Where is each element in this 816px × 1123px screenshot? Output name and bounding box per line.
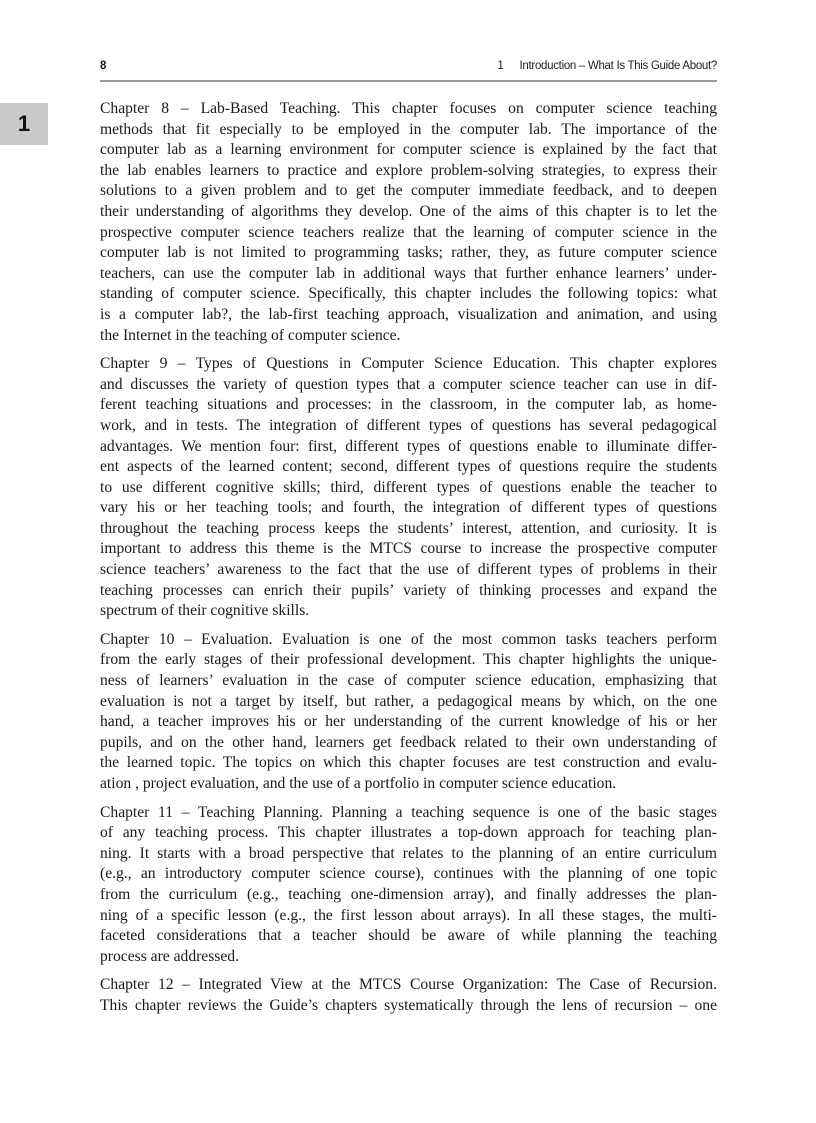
text-line: solutions to a given problem and to get the computer immediate feedback, and to deepen <box>100 182 717 200</box>
text-line: ning of a specific lesson (e.g., the first lesson about arrays). In all these stages, the multi- <box>100 906 717 924</box>
text-line: evaluation is not a target by itself, but rather, a pedagogical means by which, on the one <box>100 692 717 710</box>
text-line: science teachers’ awareness to the fact that the use of different types of problems in their <box>100 561 717 579</box>
text-line: Chapter 12 – Integrated View at the MTCS Course Organization: The Case of Recursion. <box>100 976 717 994</box>
paragraph <box>100 803 717 968</box>
text-line: the learned topic. The topics on which this chapter focuses are test construction and evalu- <box>100 754 717 772</box>
text-line: Chapter 9 – Types of Questions in Computer Science Education. This chapter explores <box>100 355 717 373</box>
paragraph <box>100 975 717 1016</box>
text-line: of any teaching process. This chapter illustrates a top-down approach for teaching plan- <box>100 824 717 842</box>
text-line: Chapter 10 – Evaluation. Evaluation is one of the most common tasks teachers perform <box>100 630 717 648</box>
text-line: their understanding of algorithms they develop. One of the aims of this chapter is to let the <box>100 202 717 220</box>
text-line: spectrum of their cognitive skills. <box>100 602 310 620</box>
chapter-number: 1 <box>497 60 504 72</box>
text-line: the lab enables learners to practice and explore problem-solving strategies, to express their <box>100 161 717 179</box>
chapter-title: Introduction – What Is This Guide About? <box>519 60 717 72</box>
text-line: to use different cognitive skills; third, different types of questions enable the teacher to <box>100 478 717 496</box>
text-line: ation , project evaluation, and the use of a portfolio in computer science education. <box>100 775 617 792</box>
paragraph <box>100 630 717 795</box>
text-line: Chapter 11 – Teaching Planning. Planning a teaching sequence is one of the basic stages <box>100 803 717 821</box>
text-line: important to address this theme is the MTCS course to increase the prospective computer <box>100 540 717 558</box>
text-line: ness of learners’ evaluation in the case of computer science education, emphasizing that <box>100 672 717 690</box>
text-line: vary his or her teaching tools; and fourth, the integration of different types of questions <box>100 499 717 517</box>
running-header <box>100 60 717 78</box>
text-line: from the early stages of their professional development. This chapter highlights the unique- <box>100 651 717 669</box>
text-line: throughout the teaching process keeps the students’ interest, attention, and curiosity. It is <box>100 519 717 537</box>
text-line: advantages. We mention four: first, different types of questions enable to illuminate differ- <box>100 437 717 455</box>
text-line: faceted considerations that a teacher should be aware of while planning the teaching <box>100 927 717 945</box>
page-body <box>100 99 717 1025</box>
text-line: pupils, and on the other hand, learners get feedback related to their own understanding of <box>100 733 717 751</box>
text-line: standing of computer science. Specifically, this chapter includes the following topics: what <box>100 285 717 303</box>
running-title <box>497 60 717 72</box>
text-line: computer lab is not limited to programming tasks; rather, they, as future computer science <box>100 244 717 262</box>
text-line: ning. It starts with a broad perspective that relates to the planning of an entire curriculum <box>100 844 717 862</box>
text-line: (e.g., an introductory computer science course), continues with the planning of one topic <box>100 865 717 883</box>
chapter-thumb-tab: 1 <box>0 103 48 145</box>
page-number: 8 <box>100 60 107 72</box>
text-line: process are addressed. <box>100 947 239 965</box>
text-line: This chapter reviews the Guide’s chapters systematically through the lens of recursion – one <box>100 996 717 1014</box>
text-line: the Internet in the teaching of computer science. <box>100 326 401 344</box>
text-line: and discusses the variety of question types that a computer science teacher can use in dif- <box>100 375 717 393</box>
text-line: is a computer lab?, the lab-first teaching approach, visualization and animation, and using <box>100 305 717 323</box>
header-rule <box>100 80 717 82</box>
text-line: computer lab as a learning environment for computer science is explained by the fact that <box>100 141 717 159</box>
text-line: Chapter 8 – Lab-Based Teaching. This chapter focuses on computer science teaching <box>100 100 717 117</box>
text-line: methods that fit especially to be employed in the computer lab. The importance of the <box>100 120 717 138</box>
text-line: teaching processes can enrich their pupils’ variety of thinking processes and expand the <box>100 581 717 599</box>
text-line: from the curriculum (e.g., teaching one-dimension array), and finally addresses the plan- <box>100 885 717 903</box>
text-line: teachers, can use the computer lab in additional ways that further enhance learners’ under- <box>100 264 717 282</box>
text-line: work, and in tests. The integration of different types of questions has several pedagogical <box>100 416 717 434</box>
text-line: prospective computer science teachers realize that the learning of computer science in the <box>100 223 717 241</box>
paragraph <box>100 99 717 346</box>
paragraph <box>100 354 717 622</box>
text-line: hand, a teacher improves his or her understanding of the current knowledge of his or her <box>100 713 717 731</box>
text-line: ent aspects of the learned content; second, different types of questions require the students <box>100 458 717 476</box>
text-line: ferent teaching situations and processes: in the classroom, in the computer lab, as home- <box>100 396 717 414</box>
